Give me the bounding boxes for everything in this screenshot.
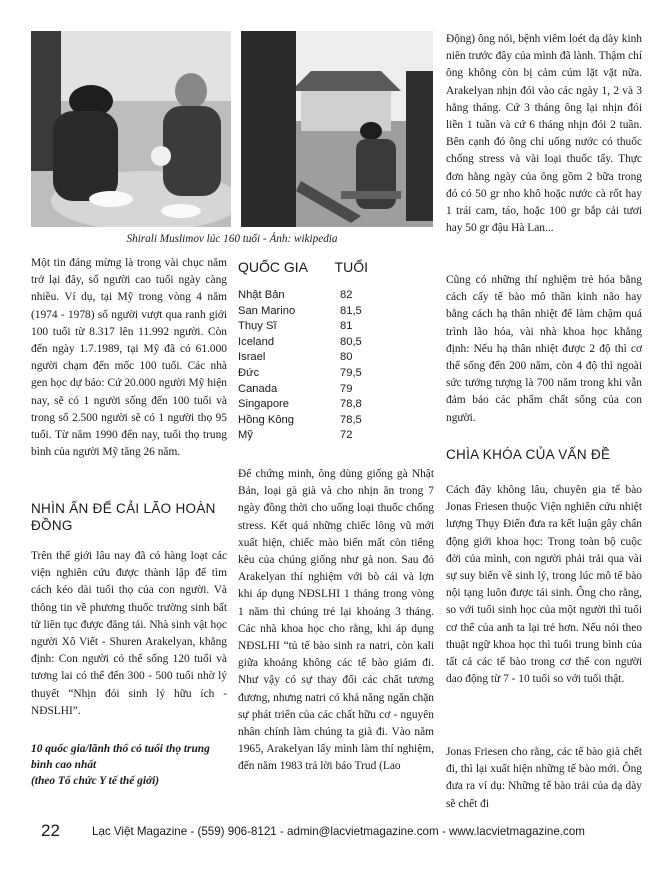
- col3-paragraph-1: Động) ông nói, bệnh viêm loét dạ dày kinh niên trước đây của mình đã lành. Thậm chí ông không còn bị cảm cúm lặt vặt nữa. Arakelyan nhịn đói vào các ngày 1, 2 và 3 hằng tháng. Cứ 3 tháng ông lại nhịn đói liền 1 tuần và cứ 6 tháng nhịn đói 2 tuần. Bên cạnh đó ông chỉ uống nước có thuốc chống stress và vài loại thuốc tẩy. Thực đơn hằng ngày của ông gồm 2 bữa trong đó có 50 gr nho khô hoặc nước cà rốt hay 1 trái cam, táo, hoặc 100 gr bắp cải tươi hay 50 gr đậu Hà Lan...: [446, 33, 642, 235]
- table-cell-age: 78,5: [340, 413, 362, 426]
- body-paragraph-2: Để chứng minh, ông dùng giống gà Nhật Bản, loại gà già và cho nhịn ăn trong 7 ngày đồng thời cho uống loại thuốc chống stress. Kết quả những chiếc lông vũ mới xuất hiện, chiếc mào biến mất còn tiếng kêu của chúng giống như gà non. Sau đó Arakelyan thí nghiệm với bò cái và lợn khi áp dụng NĐSLHI 1 tháng trong vòng 1 năm thì chúng trẻ lại khoảng 3 tháng. Các nhà khoa học cho rằng, khi áp dụng NĐSLHI “tủ tế bào sinh ra natri, còn kali giữa khoảng không các tế bào giảm đi. Như vậy có sự thay đổi các chất tương đương, nhưng natri có khả năng ngăn chặn sự phát triển của các chất hữu cơ - nguyên nhân chính làm chúng ta già đi. Vào năm 1965, Arakelyan lấy mình làm thí nghiệm, đến năm 1983 trả lời báo Trud (Lao: [238, 468, 434, 773]
- photo-caption: Shirali Muslimov lúc 160 tuổi - Ảnh: wikipedia: [126, 233, 338, 245]
- table-cell-age: 80: [340, 351, 353, 364]
- table-row: [238, 366, 378, 382]
- table-cell-age: 81,5: [340, 304, 362, 317]
- page-number: 22: [41, 821, 60, 840]
- table-row: [238, 350, 378, 366]
- table-cell-country: Iceland: [238, 335, 275, 348]
- photo-wood-chopping-art: [241, 31, 433, 227]
- table-row: [238, 382, 378, 398]
- col3-paragraph-2: Cũng có những thí nghiệm trẻ hóa bằng cách cấy tế bào mô thần kinh não hay bằng cách hạ thân nhiệt để làm chậm quá trình lão hóa, vài nhà khoa học khẳng định: Nếu hạ thân nhiệt được 2 độ thì cơ thể sống đến 200 năm, còn 4 độ thì ngoài sức tưởng tượng là 700 năm trong khi vẫn đảm bảo các phẩm chất sống của con người.: [446, 274, 642, 424]
- table-cell-country: Thụy Sĩ: [238, 320, 277, 333]
- photo-wood-chopping: [241, 31, 433, 227]
- table-row: [238, 304, 378, 320]
- table-cell-age: 79,5: [340, 366, 362, 379]
- table-cell-country: Singapore: [238, 398, 290, 411]
- section-heading-1: NHÌN ẤN ĐỂ CẢI LÃO HOÀN ĐỒNG: [31, 501, 216, 533]
- table-note-title: 10 quốc gia/lãnh thổ có tuổi thọ trung bình cao nhất: [31, 743, 210, 771]
- table-row: [238, 428, 378, 444]
- table-cell-country: Mỹ: [238, 429, 253, 442]
- table-cell-age: 78,8: [340, 398, 362, 411]
- header-age: TUỔI: [334, 259, 368, 275]
- header-country: QUỐC GIA: [238, 259, 309, 275]
- table-note-source: (theo Tổ chức Y tế thế giới): [31, 775, 160, 787]
- table-body: [238, 288, 378, 444]
- table-row: [238, 319, 378, 335]
- table-header: [238, 258, 378, 276]
- table-cell-age: 80,5: [340, 335, 362, 348]
- table-cell-country: Nhật Bản: [238, 289, 285, 301]
- section-heading-2: CHÌA KHÓA CỦA VẤN ĐỀ: [446, 447, 611, 462]
- intro-paragraph: Một tin đáng mừng là trong vài chục năm trở lại đây, số người cao tuổi ngày càng nhiều. Ví dụ, tại Mỹ trong vòng 4 năm (1974 - 1978) số người vượt qua ranh giới 100 tuổi từ 8.317 lên 11.992 người. Còn đến ngày 1.7.1989, tại Mỹ đã có 61.000 người chạm đến mốc 100 tuổi. Các nhà gen học dự báo: Cứ 20.000 người Mỹ hiện nay, sẽ có 1 người sống đến 100 tuổi và trong số 2.500 người sẽ có 1 người thọ 95 tuổi. Từ năm 1990 đến nay, tuổi thọ trung bình của người Mỹ tăng 26 năm.: [31, 257, 227, 459]
- table-cell-country: San Marino: [238, 304, 296, 317]
- table-row: [238, 397, 378, 413]
- table-cell-country: Canada: [238, 382, 278, 395]
- footer-contact: Lạc Việt Magazine - (559) 906-8121 - admin@lacvietmagazine.com - www.lacvietmagazine.com: [92, 825, 585, 838]
- table-row: [238, 288, 378, 304]
- table-cell-country: Israel: [238, 351, 266, 364]
- photo-elderly-couple-art: [31, 31, 231, 227]
- table-cell-age: 81: [340, 320, 353, 333]
- table-row: [238, 413, 378, 429]
- life-expectancy-table: [238, 258, 378, 444]
- table-cell-age: 79: [340, 382, 353, 395]
- col3-paragraph-4: Jonas Friesen cho rằng, các tế bào già chết đi, thì lại xuất hiện những tế bào mới. Ông đưa ra ví dụ: Những tế bào trải của dạ dày sẽ chết đi: [446, 746, 642, 810]
- photo-elderly-couple: [31, 31, 231, 227]
- table-row: [238, 335, 378, 351]
- body-paragraph-1: Trên thế giới lâu nay đã có hàng loạt các viện nghiên cứu được thành lập để tìm cách kéo dài tuổi thọ của con người. Và thông tin về phương thuốc trường sinh bất tử liên tục được đăng tải. Nhà sinh vật học người Xô Viết - Shuren Arakelyan, khẳng định: Con người có thể sống 120 tuổi và tương lai có thể đến 300 - 500 tuổi nhờ lý thuyết “Nhịn đói sinh lý hữu ích - NĐSLHI”.: [31, 550, 227, 717]
- table-cell-country: Hồng Kông: [238, 413, 294, 426]
- table-cell-age: 72: [340, 429, 353, 442]
- table-cell-age: 82: [340, 289, 353, 301]
- col3-paragraph-3: Cách đây không lâu, chuyên gia tế bào Jonas Friesen thuộc Viện nghiên cứu nhiệt lượng Thụy Điển đưa ra kết luận gây chấn động giới khoa học: Trong toàn bộ cuộc đời của mình, con người phải trải qua vài sự suy biến về sinh lý, trong lúc mô tế bào nội tạng luôn được tái sinh. Ông cho rằng, so với tuổi sinh học của một người thì tuổi cơ thể của anh ta lại trẻ hơn. Nếu nói theo thuật ngữ khoa học thì tuổi trung bình của tất cả các tế bào trong cơ thể con người dao động từ 7 - 10 tuổi so với tuổi thật.: [446, 484, 642, 686]
- table-cell-country: Đức: [238, 366, 260, 379]
